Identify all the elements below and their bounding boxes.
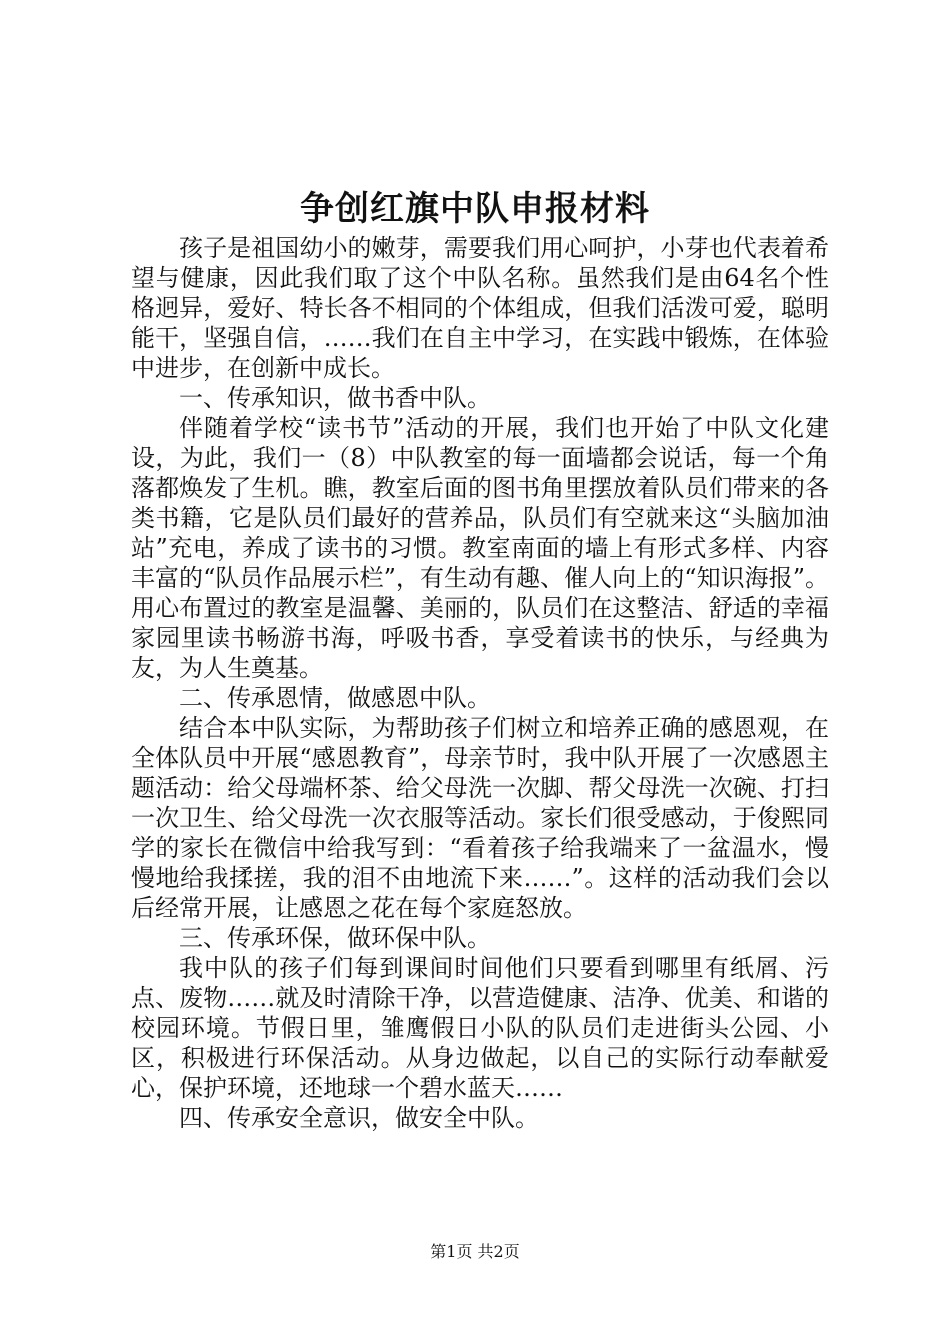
section-heading-3: 三、传承环保，做环保中队。 <box>179 924 491 952</box>
document-body <box>131 233 829 1133</box>
paragraph-reading: 伴随着学校“读书节”活动的开展，我们也开始了中队文化建设，为此，我们一（8）中队教室的每一面墙都会说话，每一个角落都焕发了生机。瞧，教室后面的图书角里摆放着队员们带来的各类书籍，它是队员们最好的营养品，队员们有空就来这“头脑加油站”充电，养成了读书的习惯。教室南面的墙上有形式多样、内容丰富的“队员作品展示栏”，有生动有趣、催人向上的“知识海报”。用心布置过的教室是温馨、美丽的，队员们在这整洁、舒适的幸福家园里读书畅游书海，呼吸书香，享受着读书的快乐，与经典为友，为人生奠基。 <box>131 414 829 682</box>
page-footer: 第1页 共2页 <box>430 1242 520 1261</box>
document-title: 争创红旗中队申报材料 <box>300 189 650 229</box>
paragraph-gratitude: 结合本中队实际，为帮助孩子们树立和培养正确的感恩观，在全体队员中开展“感恩教育”，母亲节时，我中队开展了一次感恩主题活动：给父母端杯茶、给父母洗一次脚、帮父母洗一次碗、打扫一次卫生、给父母洗一次衣服等活动。家长们很受感动，于俊熙同学的家长在微信中给我写到：“看着孩子给我端来了一盆温水，慢慢地给我揉搓，我的泪不由地流下来……”。这样的活动我们会以后经常开展，让感恩之花在每个家庭怒放。 <box>131 714 829 922</box>
paragraph-environment: 我中队的孩子们每到课间时间他们只要看到哪里有纸屑、污点、废物……就及时清除干净，以营造健康、洁净、优美、和谐的校园环境。节假日里，雏鹰假日小队的队员们走进街头公园、小区，积极进行环保活动。从身边做起，以自己的实际行动奉献爱心，保护环境，还地球一个碧水蓝天…… <box>131 954 829 1102</box>
section-heading-1: 一、传承知识，做书香中队。 <box>179 384 491 412</box>
section-heading-4: 四、传承安全意识，做安全中队。 <box>179 1104 539 1132</box>
section-heading-2: 二、传承恩情，做感恩中队。 <box>179 684 491 712</box>
paragraph-intro: 孩子是祖国幼小的嫩芽，需要我们用心呵护，小芽也代表着希望与健康，因此我们取了这个中队名称。虽然我们是由64名个性格迥异，爱好、特长各不相同的个体组成，但我们活泼可爱，聪明能干，坚强自信，……我们在自主中学习，在实践中锻炼，在体验中进步，在创新中成长。 <box>131 234 829 382</box>
